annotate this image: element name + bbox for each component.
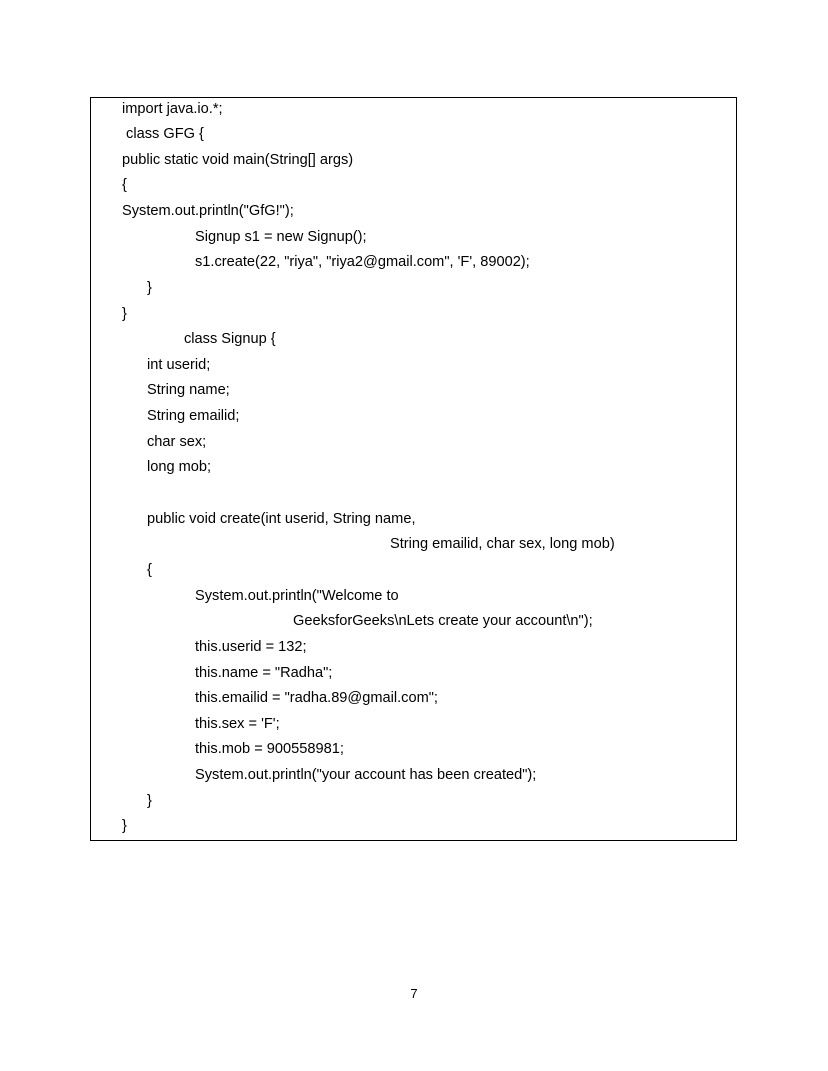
code-line: this.name = "Radha"; [195,665,333,681]
code-line: String emailid; [147,408,240,424]
code-line: } [122,818,127,834]
code-line: System.out.println("Welcome to [195,588,399,604]
code-line: import java.io.*; [122,101,223,117]
code-line: class GFG { [122,126,204,142]
code-line: } [147,793,152,809]
code-line: public static void main(String[] args) [122,152,354,168]
code-line: s1.create(22, "riya", "riya2@gmail.com", 'F', 89002); [195,254,530,270]
code-line: public void create(int userid, String name, [147,511,416,527]
page-number: 7 [410,986,418,1001]
code-line: int userid; [147,357,211,373]
code-line: long mob; [147,459,212,475]
code-line: this.sex = 'F'; [195,716,280,732]
code-line: Signup s1 = new Signup(); [195,229,367,245]
code-line: this.userid = 132; [195,639,307,655]
code-line: char sex; [147,434,207,450]
code-line: { [122,177,127,193]
code-line: } [122,306,127,322]
code-line: GeeksforGeeks\nLets create your account\n"); [293,613,593,629]
code-line: { [147,562,152,578]
code-line: System.out.println("your account has been created"); [195,767,537,783]
code-line: System.out.println("GfG!"); [122,203,294,219]
code-line: String name; [147,382,230,398]
code-line: String emailid, char sex, long mob) [390,536,615,552]
code-line: this.mob = 900558981; [195,741,344,757]
code-line: } [147,280,152,296]
code-line: class Signup { [184,331,276,347]
code-line: this.emailid = "radha.89@gmail.com"; [195,690,438,706]
code-box [90,97,737,841]
